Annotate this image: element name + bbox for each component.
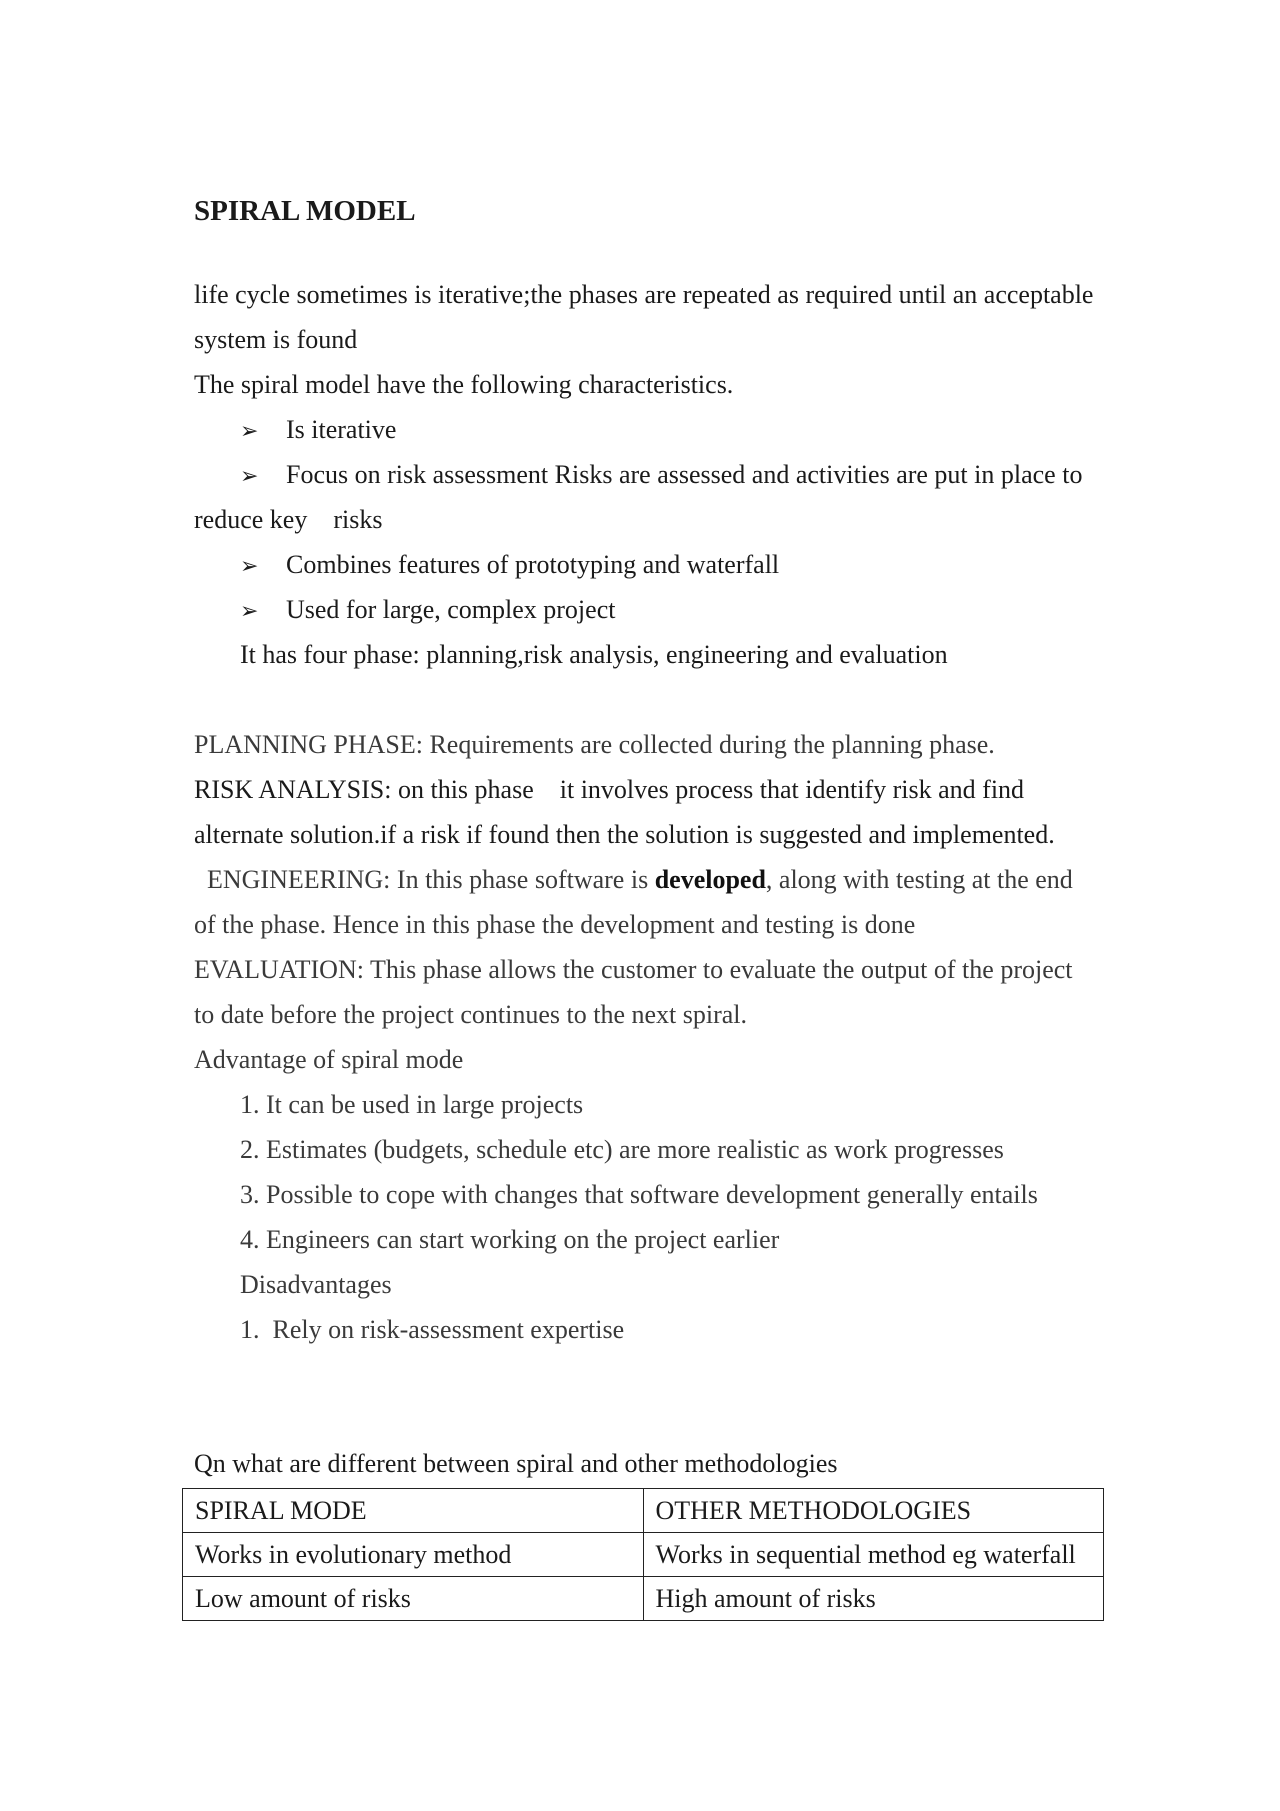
intro-line-1: life cycle sometimes is iterative;the phases are repeated as required until an acceptable — [194, 280, 1094, 309]
bullet-text: Combines features of prototyping and waterfall — [286, 550, 780, 579]
engineering-line-2: of the phase. Hence in this phase the development and testing is done — [194, 910, 916, 939]
bullet-item — [240, 415, 396, 447]
arrow-bullet-icon: ➢ — [240, 599, 259, 624]
evaluation-line-2: to date before the project continues to the next spiral. — [194, 1000, 748, 1029]
bullet-text: Used for large, complex project — [286, 595, 616, 624]
table-header-row — [183, 1489, 1104, 1533]
table-row — [183, 1577, 1104, 1621]
table-header-cell: SPIRAL MODE — [183, 1489, 644, 1533]
arrow-bullet-icon: ➢ — [240, 419, 259, 444]
advantage-item: 4. Engineers can start working on the project earlier — [240, 1225, 780, 1254]
bullet-text: Focus on risk assessment Risks are assessed and activities are put in place to — [286, 460, 1083, 489]
arrow-bullet-icon: ➢ — [240, 464, 259, 489]
bullet-item — [240, 550, 779, 582]
evaluation-line-1: EVALUATION: This phase allows the customer to evaluate the output of the project — [194, 955, 1073, 984]
intro-line-3: The spiral model have the following characteristics. — [194, 370, 734, 399]
disadvantage-item: 1. Rely on risk-assessment expertise — [240, 1315, 625, 1344]
advantage-item: 1. It can be used in large projects — [240, 1090, 584, 1119]
four-phase-line: It has four phase: planning,risk analysis, engineering and evaluation — [240, 640, 948, 669]
comparison-table — [182, 1488, 1104, 1621]
table-row — [183, 1533, 1104, 1577]
table-cell: High amount of risks — [643, 1577, 1104, 1621]
intro-line-2: system is found — [194, 325, 358, 354]
table-cell: Low amount of risks — [183, 1577, 644, 1621]
question-line: Qn what are different between spiral and other methodologies — [194, 1449, 838, 1478]
arrow-bullet-icon: ➢ — [240, 554, 259, 579]
bullet-text: Is iterative — [286, 415, 397, 444]
bullet-continuation: reduce key risks — [194, 505, 383, 534]
page-title: SPIRAL MODEL — [194, 195, 416, 227]
risk-analysis-line-1: RISK ANALYSIS: on this phase it involves process that identify risk and find — [194, 775, 1025, 804]
risk-analysis-line-2: alternate solution.if a risk if found then the solution is suggested and implemented. — [194, 820, 1055, 849]
planning-phase-line: PLANNING PHASE: Requirements are collected during the planning phase. — [194, 730, 995, 759]
engineering-line-1: ENGINEERING: In this phase software is developed, along with testing at the end — [207, 865, 1073, 894]
bullet-item — [240, 595, 615, 627]
table-header-cell: OTHER METHODOLOGIES — [643, 1489, 1104, 1533]
disadvantages-heading: Disadvantages — [240, 1270, 392, 1299]
advantage-item: 3. Possible to cope with changes that software development generally entails — [240, 1180, 1038, 1209]
table-cell: Works in sequential method eg waterfall — [643, 1533, 1104, 1577]
advantage-item: 2. Estimates (budgets, schedule etc) are more realistic as work progresses — [240, 1135, 1004, 1164]
developed-bold: developed — [654, 865, 766, 894]
bullet-item — [240, 460, 1082, 492]
advantages-heading: Advantage of spiral mode — [194, 1045, 464, 1074]
table-cell: Works in evolutionary method — [183, 1533, 644, 1577]
